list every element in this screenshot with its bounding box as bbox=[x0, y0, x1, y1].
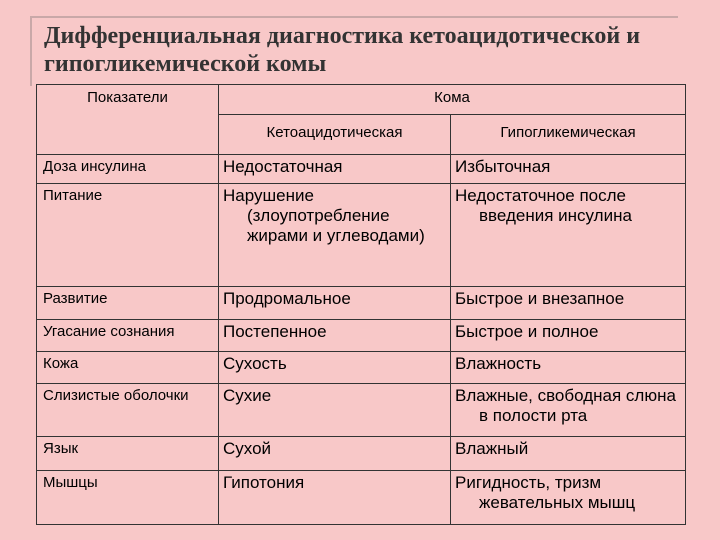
row-label: Мышцы bbox=[37, 471, 219, 525]
cell-hypo: Недостаточное после введения инсулина bbox=[451, 184, 686, 287]
row-label: Кожа bbox=[37, 352, 219, 384]
cell-hypo: Избыточная bbox=[451, 155, 686, 184]
cell-hypo: Ригидность, тризм жевательных мышц bbox=[451, 471, 686, 525]
title-line-1: Дифференциальная диагностика кетоацидотической и bbox=[44, 23, 641, 49]
cell-hypo: Влажный bbox=[451, 437, 686, 471]
cell-hypo: Быстрое и полное bbox=[451, 320, 686, 352]
table-row bbox=[37, 437, 686, 471]
cell-keto: Нарушение (злоупотребление жирами и углеводами) bbox=[219, 184, 451, 287]
row-label: Доза инсулина bbox=[37, 155, 219, 184]
frame-top-line bbox=[30, 16, 678, 18]
cell-keto: Гипотония bbox=[219, 471, 451, 525]
diagnosis-table bbox=[36, 84, 686, 525]
header-coma: Кома bbox=[219, 85, 686, 115]
table-row bbox=[37, 320, 686, 352]
cell-keto: Недостаточная bbox=[219, 155, 451, 184]
cell-keto: Сухой bbox=[219, 437, 451, 471]
table-header-row bbox=[37, 85, 686, 115]
row-label: Питание bbox=[37, 184, 219, 287]
table-row bbox=[37, 155, 686, 184]
cell-keto: Постепенное bbox=[219, 320, 451, 352]
table-row bbox=[37, 352, 686, 384]
cell-hypo: Быстрое и внезапное bbox=[451, 287, 686, 320]
cell-hypo: Влажность bbox=[451, 352, 686, 384]
cell-keto: Продромальное bbox=[219, 287, 451, 320]
table-row bbox=[37, 287, 686, 320]
cell-keto: Сухие bbox=[219, 384, 451, 437]
cell-keto: Сухость bbox=[219, 352, 451, 384]
row-label: Язык bbox=[37, 437, 219, 471]
slide-title bbox=[44, 22, 674, 78]
table-row bbox=[37, 384, 686, 437]
subheader-hypo: Гипогликемическая bbox=[451, 115, 686, 155]
table-row bbox=[37, 471, 686, 525]
table-row bbox=[37, 184, 686, 287]
row-label: Развитие bbox=[37, 287, 219, 320]
row-label: Угасание сознания bbox=[37, 320, 219, 352]
cell-hypo: Влажные, свободная слюна в полости рта bbox=[451, 384, 686, 437]
row-label: Слизистые оболочки bbox=[37, 384, 219, 437]
header-indicators: Показатели bbox=[37, 85, 219, 155]
frame-left-line bbox=[30, 16, 32, 86]
title-line-2: гипогликемической комы bbox=[44, 51, 327, 77]
subheader-keto: Кетоацидотическая bbox=[219, 115, 451, 155]
